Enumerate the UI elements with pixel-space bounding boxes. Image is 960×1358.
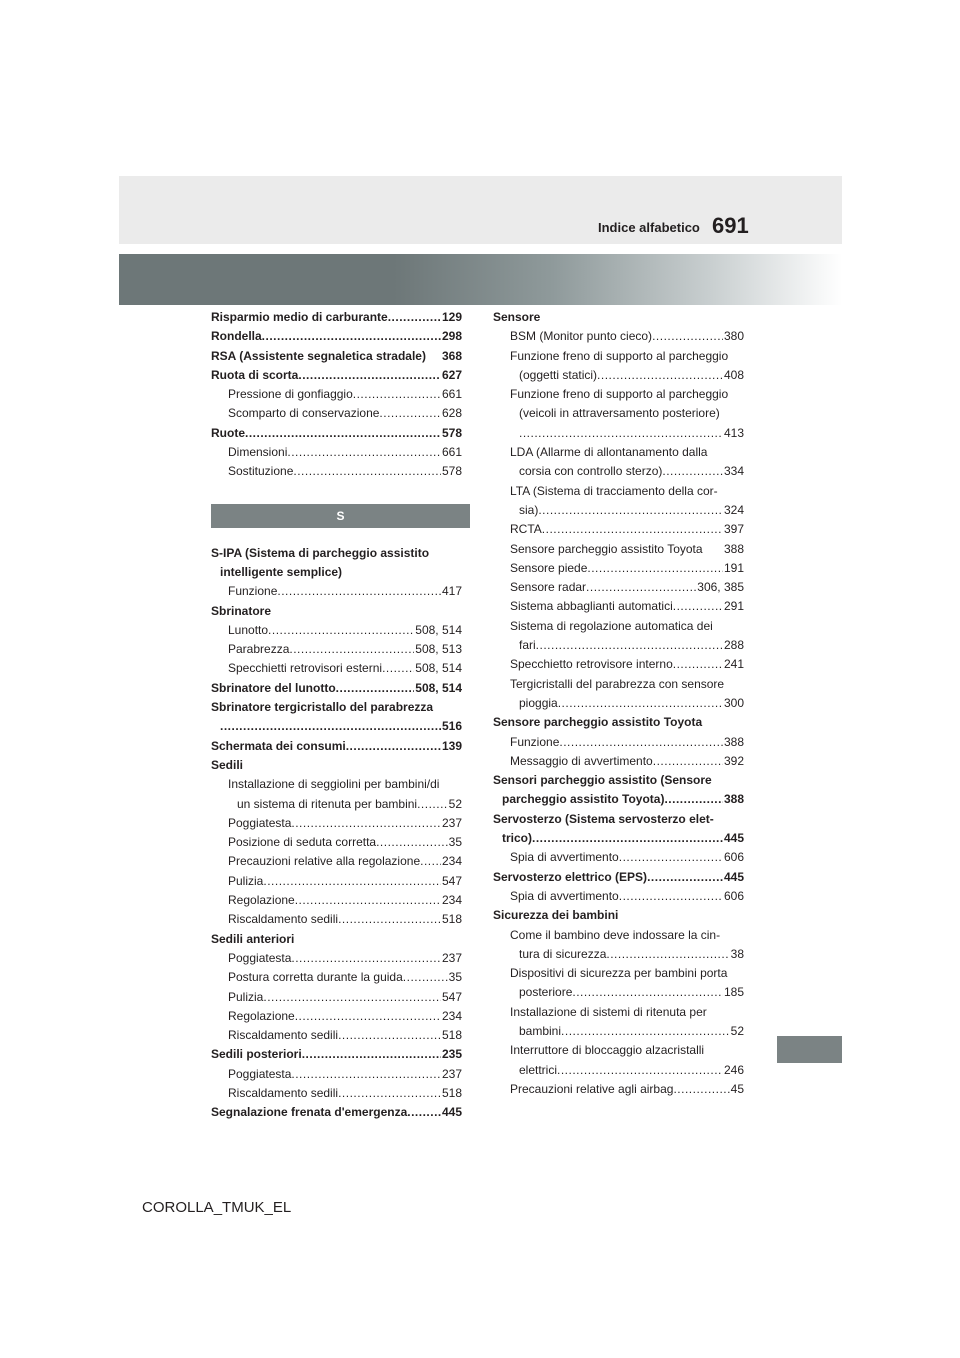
page-reference: 445	[723, 869, 744, 884]
index-entry-text: Installazione di seggiolini per bambini/di	[228, 777, 440, 792]
index-entry-text: Sensore piede	[510, 560, 588, 575]
index-entry-text: Pressione di gonfiaggio	[228, 387, 353, 402]
page-reference: 334	[723, 464, 744, 479]
index-entry-text: Poggiatesta	[228, 950, 292, 965]
index-entry-text: Funzione	[228, 584, 278, 599]
index-entry-text: Funzione freno di supporto al parcheggio	[510, 387, 729, 402]
page-reference: 52	[448, 796, 462, 811]
index-entry-text: Sedili posteriori	[211, 1047, 302, 1062]
page-reference: 235	[441, 1047, 462, 1062]
index-entry	[493, 964, 744, 1003]
page-reference: 38	[730, 946, 744, 961]
leader-dots	[538, 501, 723, 520]
page-reference: 246	[723, 1062, 744, 1077]
leader-dots	[295, 891, 441, 910]
footer-code: COROLLA_TMUK_EL	[142, 1199, 292, 1216]
leader-dots	[619, 887, 723, 906]
leader-dots	[536, 636, 723, 655]
index-entry-text: Sensore parcheggio assistito Toyota	[510, 541, 703, 556]
index-entry	[493, 327, 744, 346]
index-entry-text: Sedili	[211, 757, 244, 772]
index-entry	[211, 308, 462, 327]
index-entry	[211, 679, 462, 698]
section-title: Indice alfabetico	[598, 220, 700, 235]
page-reference: 445	[441, 1105, 462, 1120]
index-entry	[493, 385, 744, 443]
page-reference: 578	[441, 464, 462, 479]
index-entry-text: (oggetti statici)	[519, 367, 598, 382]
index-entry-text: Tergicristalli del parabrezza con sensore	[510, 676, 725, 691]
page-reference: 516	[441, 719, 462, 734]
index-entry	[211, 640, 462, 659]
index-thumb-tab	[777, 1036, 842, 1063]
index-entry-text: Sbrinatore	[211, 603, 272, 618]
leader-dots	[379, 404, 441, 423]
index-entry	[493, 906, 744, 925]
index-entry-text: LDA (Allarme di allontanamento dalla	[510, 445, 708, 460]
leader-dots	[558, 694, 723, 713]
leader-dots	[586, 578, 696, 597]
index-entry	[493, 597, 744, 616]
index-entry	[211, 872, 462, 891]
index-entry	[211, 327, 462, 346]
page-reference: 518	[441, 1085, 462, 1100]
page-reference: 237	[441, 1066, 462, 1081]
index-entry-text: Spia di avvertimento	[510, 888, 619, 903]
index-entry	[493, 675, 744, 714]
leader-dots	[420, 852, 441, 871]
page-reference: 547	[441, 989, 462, 1004]
leader-dots	[572, 983, 723, 1002]
index-entry-text: Come il bambino deve indossare la cin-	[510, 927, 721, 942]
index-entry-text: Scomparto di conservazione	[228, 406, 380, 421]
leader-dots	[532, 829, 723, 848]
index-entry-text: Riscaldamento sedili	[228, 1085, 339, 1100]
index-entry-text: Sbrinatore tergicristallo del parabrezza	[211, 700, 434, 715]
index-entry	[211, 385, 462, 404]
index-entry	[493, 713, 744, 732]
leader-dots	[262, 327, 441, 346]
page-reference: 578	[441, 425, 462, 440]
index-entry-text: Segnalazione frenata d'emergenza	[211, 1105, 408, 1120]
index-entry-text: Specchietto retrovisore interno	[510, 657, 673, 672]
index-entry-text: Regolazione	[228, 1008, 295, 1023]
index-entry-text: Riscaldamento sedili	[228, 1028, 339, 1043]
index-entry	[211, 833, 462, 852]
index-entry	[211, 602, 462, 621]
page-reference: 388	[723, 541, 744, 556]
index-entry-text: sia)	[519, 502, 539, 517]
page-reference: 508, 514	[415, 661, 462, 676]
index-entry	[211, 698, 462, 737]
leader-dots	[298, 366, 441, 385]
index-entry	[493, 578, 744, 597]
leader-dots	[647, 868, 723, 887]
index-entry-text: Interruttore di bloccaggio alzacristalli	[510, 1043, 705, 1058]
index-entry-text: Sensore	[493, 310, 541, 324]
index-entry	[211, 775, 462, 814]
index-entry-text: Sistema di regolazione automatica dei	[510, 618, 713, 633]
index-entry	[211, 1103, 462, 1122]
index-entry-text: Posizione di seduta corretta	[228, 835, 377, 850]
leader-dots	[263, 872, 441, 891]
leader-dots	[293, 462, 441, 481]
index-entry-text: Poggiatesta	[228, 815, 292, 830]
leader-dots	[268, 621, 414, 640]
page-reference: 368	[441, 348, 462, 363]
index-entry-text: Servosterzo elettrico (EPS)	[493, 869, 648, 884]
page-reference: 508, 514	[415, 680, 462, 695]
index-entry	[211, 891, 462, 910]
leader-dots	[291, 814, 441, 833]
index-entry-text: pioggia	[519, 695, 558, 710]
index-entry-text: parcheggio assistito Toyota)	[502, 792, 665, 807]
page-reference: 191	[723, 560, 744, 575]
index-entry-text: Sistema abbaglianti automatici	[510, 599, 673, 614]
leader-dots	[220, 717, 441, 736]
page-reference: 237	[441, 815, 462, 830]
leader-dots	[673, 655, 723, 674]
index-entry	[211, 404, 462, 423]
index-entry-text: Sensore parcheggio assistito Toyota	[493, 715, 703, 730]
index-entry-text: fari	[519, 638, 536, 653]
index-entry-text: Sicurezza dei bambini	[493, 908, 619, 923]
leader-dots	[388, 308, 441, 327]
index-entry	[493, 1041, 744, 1080]
leader-dots	[662, 462, 723, 481]
index-entry	[493, 655, 744, 674]
index-entry	[211, 347, 462, 366]
index-entry	[493, 308, 744, 327]
index-entry-text: Installazione di sistemi di ritenuta per	[510, 1004, 707, 1019]
leader-dots	[519, 424, 723, 443]
index-entry-text: Dispositivi di sicurezza per bambini porta	[510, 966, 728, 981]
index-entry-text: Poggiatesta	[228, 1066, 292, 1081]
index-entry	[211, 910, 462, 929]
index-entry	[493, 752, 744, 771]
leader-dots	[417, 795, 448, 814]
leader-dots	[291, 949, 441, 968]
leader-dots	[338, 1084, 441, 1103]
index-entry	[493, 733, 744, 752]
index-entry	[211, 852, 462, 871]
index-entry	[211, 1007, 462, 1026]
leader-dots	[302, 1045, 441, 1064]
page-reference: 234	[441, 854, 462, 869]
page-reference: 508, 513	[415, 642, 462, 657]
index-entry	[493, 887, 744, 906]
page-reference: 241	[723, 657, 744, 672]
index-entry	[493, 482, 744, 521]
index-entry-text: Precauzioni relative agli airbag	[510, 1081, 674, 1096]
index-entry-text: Risparmio medio di carburante	[211, 310, 388, 324]
index-entry	[493, 1003, 744, 1042]
page-reference: 237	[441, 950, 462, 965]
index-entry-text: Sedili anteriori	[211, 931, 295, 946]
page-reference: 388	[723, 734, 744, 749]
leader-dots	[407, 1103, 441, 1122]
index-entry	[493, 1080, 744, 1099]
index-entry	[211, 1065, 462, 1084]
index-entry	[493, 868, 744, 887]
page-reference: 35	[448, 835, 462, 850]
leader-dots	[673, 597, 723, 616]
index-entry	[493, 347, 744, 386]
leader-dots	[542, 520, 723, 539]
index-entry	[211, 443, 462, 462]
leader-dots	[403, 968, 448, 987]
index-entry	[211, 968, 462, 987]
index-entry-text: corsia con controllo sterzo)	[519, 464, 663, 479]
index-entry	[211, 814, 462, 833]
index-entry	[211, 621, 462, 640]
leader-dots	[338, 910, 441, 929]
index-entry	[493, 926, 744, 965]
index-entry-text: Messaggio di avvertimento	[510, 753, 653, 768]
index-entry-text: Specchietti retrovisori esterni	[228, 661, 383, 676]
index-entry-text: Servosterzo (Sistema servosterzo elet-	[493, 811, 714, 826]
page-reference: 413	[723, 425, 744, 440]
index-entry-text: (veicoli in attraversamento posteriore)	[519, 406, 720, 421]
index-entry	[211, 930, 462, 949]
index-entry	[211, 366, 462, 385]
index-entry-text: Lunotto	[228, 622, 269, 637]
page-reference: 288	[723, 638, 744, 653]
index-entry	[211, 949, 462, 968]
leader-dots	[277, 582, 441, 601]
index-entry	[211, 582, 462, 601]
page-reference: 661	[441, 387, 462, 402]
leader-dots	[559, 733, 723, 752]
page-reference: 392	[723, 753, 744, 768]
index-entry	[211, 462, 462, 481]
page-reference: 628	[441, 406, 462, 421]
index-entry-text: elettrici	[519, 1062, 558, 1077]
leader-dots	[561, 1022, 730, 1041]
page-reference: 234	[441, 893, 462, 908]
leader-dots	[289, 640, 414, 659]
index-group-r	[211, 308, 462, 482]
page-reference: 52	[730, 1023, 744, 1038]
page-reference: 518	[441, 912, 462, 927]
page-reference: 300	[723, 695, 744, 710]
page-reference: 627	[441, 367, 462, 382]
page-reference: 291	[723, 599, 744, 614]
index-entry-text: RCTA	[510, 522, 542, 537]
index-entry	[493, 848, 744, 867]
page-reference: 306, 385	[697, 580, 744, 595]
index-entry-text: trico)	[502, 831, 532, 846]
leader-dots	[376, 833, 448, 852]
leader-dots	[338, 1026, 441, 1045]
gradient-band	[119, 254, 842, 305]
index-group-s-continued	[493, 308, 744, 1099]
index-entry-text: tura di sicurezza	[519, 946, 607, 961]
index-entry-text: Dimensioni	[228, 445, 288, 460]
index-entry-text: S-IPA (Sistema di parcheggio assistito	[211, 545, 430, 560]
page-reference: 185	[723, 985, 744, 1000]
page-reference: 417	[441, 584, 462, 599]
index-entry	[493, 520, 744, 539]
index-entry-text: Sostituzione	[228, 464, 294, 479]
leader-dots	[263, 988, 441, 1007]
page-reference: 380	[723, 329, 744, 344]
leader-dots	[245, 424, 441, 443]
index-entry-text: Sbrinatore del lunotto	[211, 680, 336, 695]
index-entry	[211, 424, 462, 443]
leader-dots	[291, 1065, 441, 1084]
index-entry-text: un sistema di ritenuta per bambini	[237, 796, 418, 811]
page-reference: 298	[441, 329, 462, 344]
index-entry-text: Parabrezza	[228, 642, 290, 657]
leader-dots	[557, 1061, 723, 1080]
page-reference: 606	[723, 850, 744, 865]
index-entry-text: Ruota di scorta	[211, 367, 299, 382]
index-entry-text: Regolazione	[228, 893, 295, 908]
leader-dots	[295, 1007, 441, 1026]
page-reference: 408	[723, 367, 744, 382]
leader-dots	[353, 385, 441, 404]
page-reference: 661	[441, 445, 462, 460]
index-entry-text: RSA (Assistente segnaletica stradale)	[211, 348, 426, 363]
index-entry-text: Rondella	[211, 329, 262, 344]
page-reference: 445	[723, 831, 744, 846]
index-entry-text: posteriore	[519, 985, 573, 1000]
index-entry-text: Riscaldamento sedili	[228, 912, 339, 927]
index-entry-text: Schermata dei consumi	[211, 738, 346, 753]
index-entry-text: Funzione freno di supporto al parcheggio	[510, 348, 729, 363]
page-reference: 518	[441, 1028, 462, 1043]
index-entry-text: Sensore radar	[510, 580, 587, 595]
leader-dots	[653, 752, 723, 771]
leader-dots	[673, 1080, 729, 1099]
index-column-right	[493, 308, 744, 1099]
index-entry-text: BSM (Monitor punto cieco)	[510, 329, 653, 344]
page-reference: 35	[448, 970, 462, 985]
section-letter-bar: S	[211, 504, 470, 528]
leader-dots	[587, 559, 723, 578]
index-entry-text: Sensori parcheggio assistito (Sensore	[493, 773, 712, 788]
index-entry	[493, 540, 744, 559]
index-entry	[493, 771, 744, 810]
index-entry	[493, 810, 744, 849]
leader-dots	[619, 848, 723, 867]
index-entry-text: Pulizia	[228, 873, 264, 888]
index-entry	[211, 1045, 462, 1064]
page-reference: 129	[441, 310, 462, 324]
index-entry-text: Funzione	[510, 734, 560, 749]
index-entry	[493, 443, 744, 482]
leader-dots	[336, 679, 415, 698]
leader-dots	[664, 790, 723, 809]
page-reference: 547	[441, 873, 462, 888]
leader-dots	[382, 659, 414, 678]
page-reference: 508, 514	[415, 622, 462, 637]
index-entry	[211, 1026, 462, 1045]
index-entry	[211, 737, 462, 756]
index-entry	[493, 559, 744, 578]
index-entry	[211, 756, 462, 775]
leader-dots	[597, 366, 723, 385]
index-entry-text: intelligente semplice)	[220, 564, 343, 579]
page-reference: 234	[441, 1008, 462, 1023]
index-entry-text: Spia di avvertimento	[510, 850, 619, 865]
page-reference: 139	[441, 738, 462, 753]
index-group-s	[211, 544, 462, 1123]
page-reference: 388	[723, 792, 744, 807]
page-reference: 45	[730, 1081, 744, 1096]
index-entry-text: Precauzioni relative alla regolazione	[228, 854, 421, 869]
index-entry-text: LTA (Sistema di tracciamento della cor-	[510, 483, 718, 498]
index-entry	[493, 617, 744, 656]
index-entry-text: Postura corretta durante la guida	[228, 970, 403, 985]
page-reference: 606	[723, 888, 744, 903]
index-entry-text: Pulizia	[228, 989, 264, 1004]
leader-dots	[606, 945, 729, 964]
leader-dots	[652, 327, 723, 346]
index-entry	[211, 659, 462, 678]
page-reference: 324	[723, 502, 744, 517]
leader-dots	[287, 443, 441, 462]
index-entry	[211, 988, 462, 1007]
leader-dots	[346, 737, 441, 756]
index-entry	[211, 544, 462, 583]
page-number: 691	[712, 213, 749, 238]
index-entry-text: bambini	[519, 1023, 562, 1038]
index-column-left	[211, 308, 462, 1123]
index-entry-text: Ruote	[211, 425, 245, 440]
index-entry	[211, 1084, 462, 1103]
page-reference: 397	[723, 522, 744, 537]
